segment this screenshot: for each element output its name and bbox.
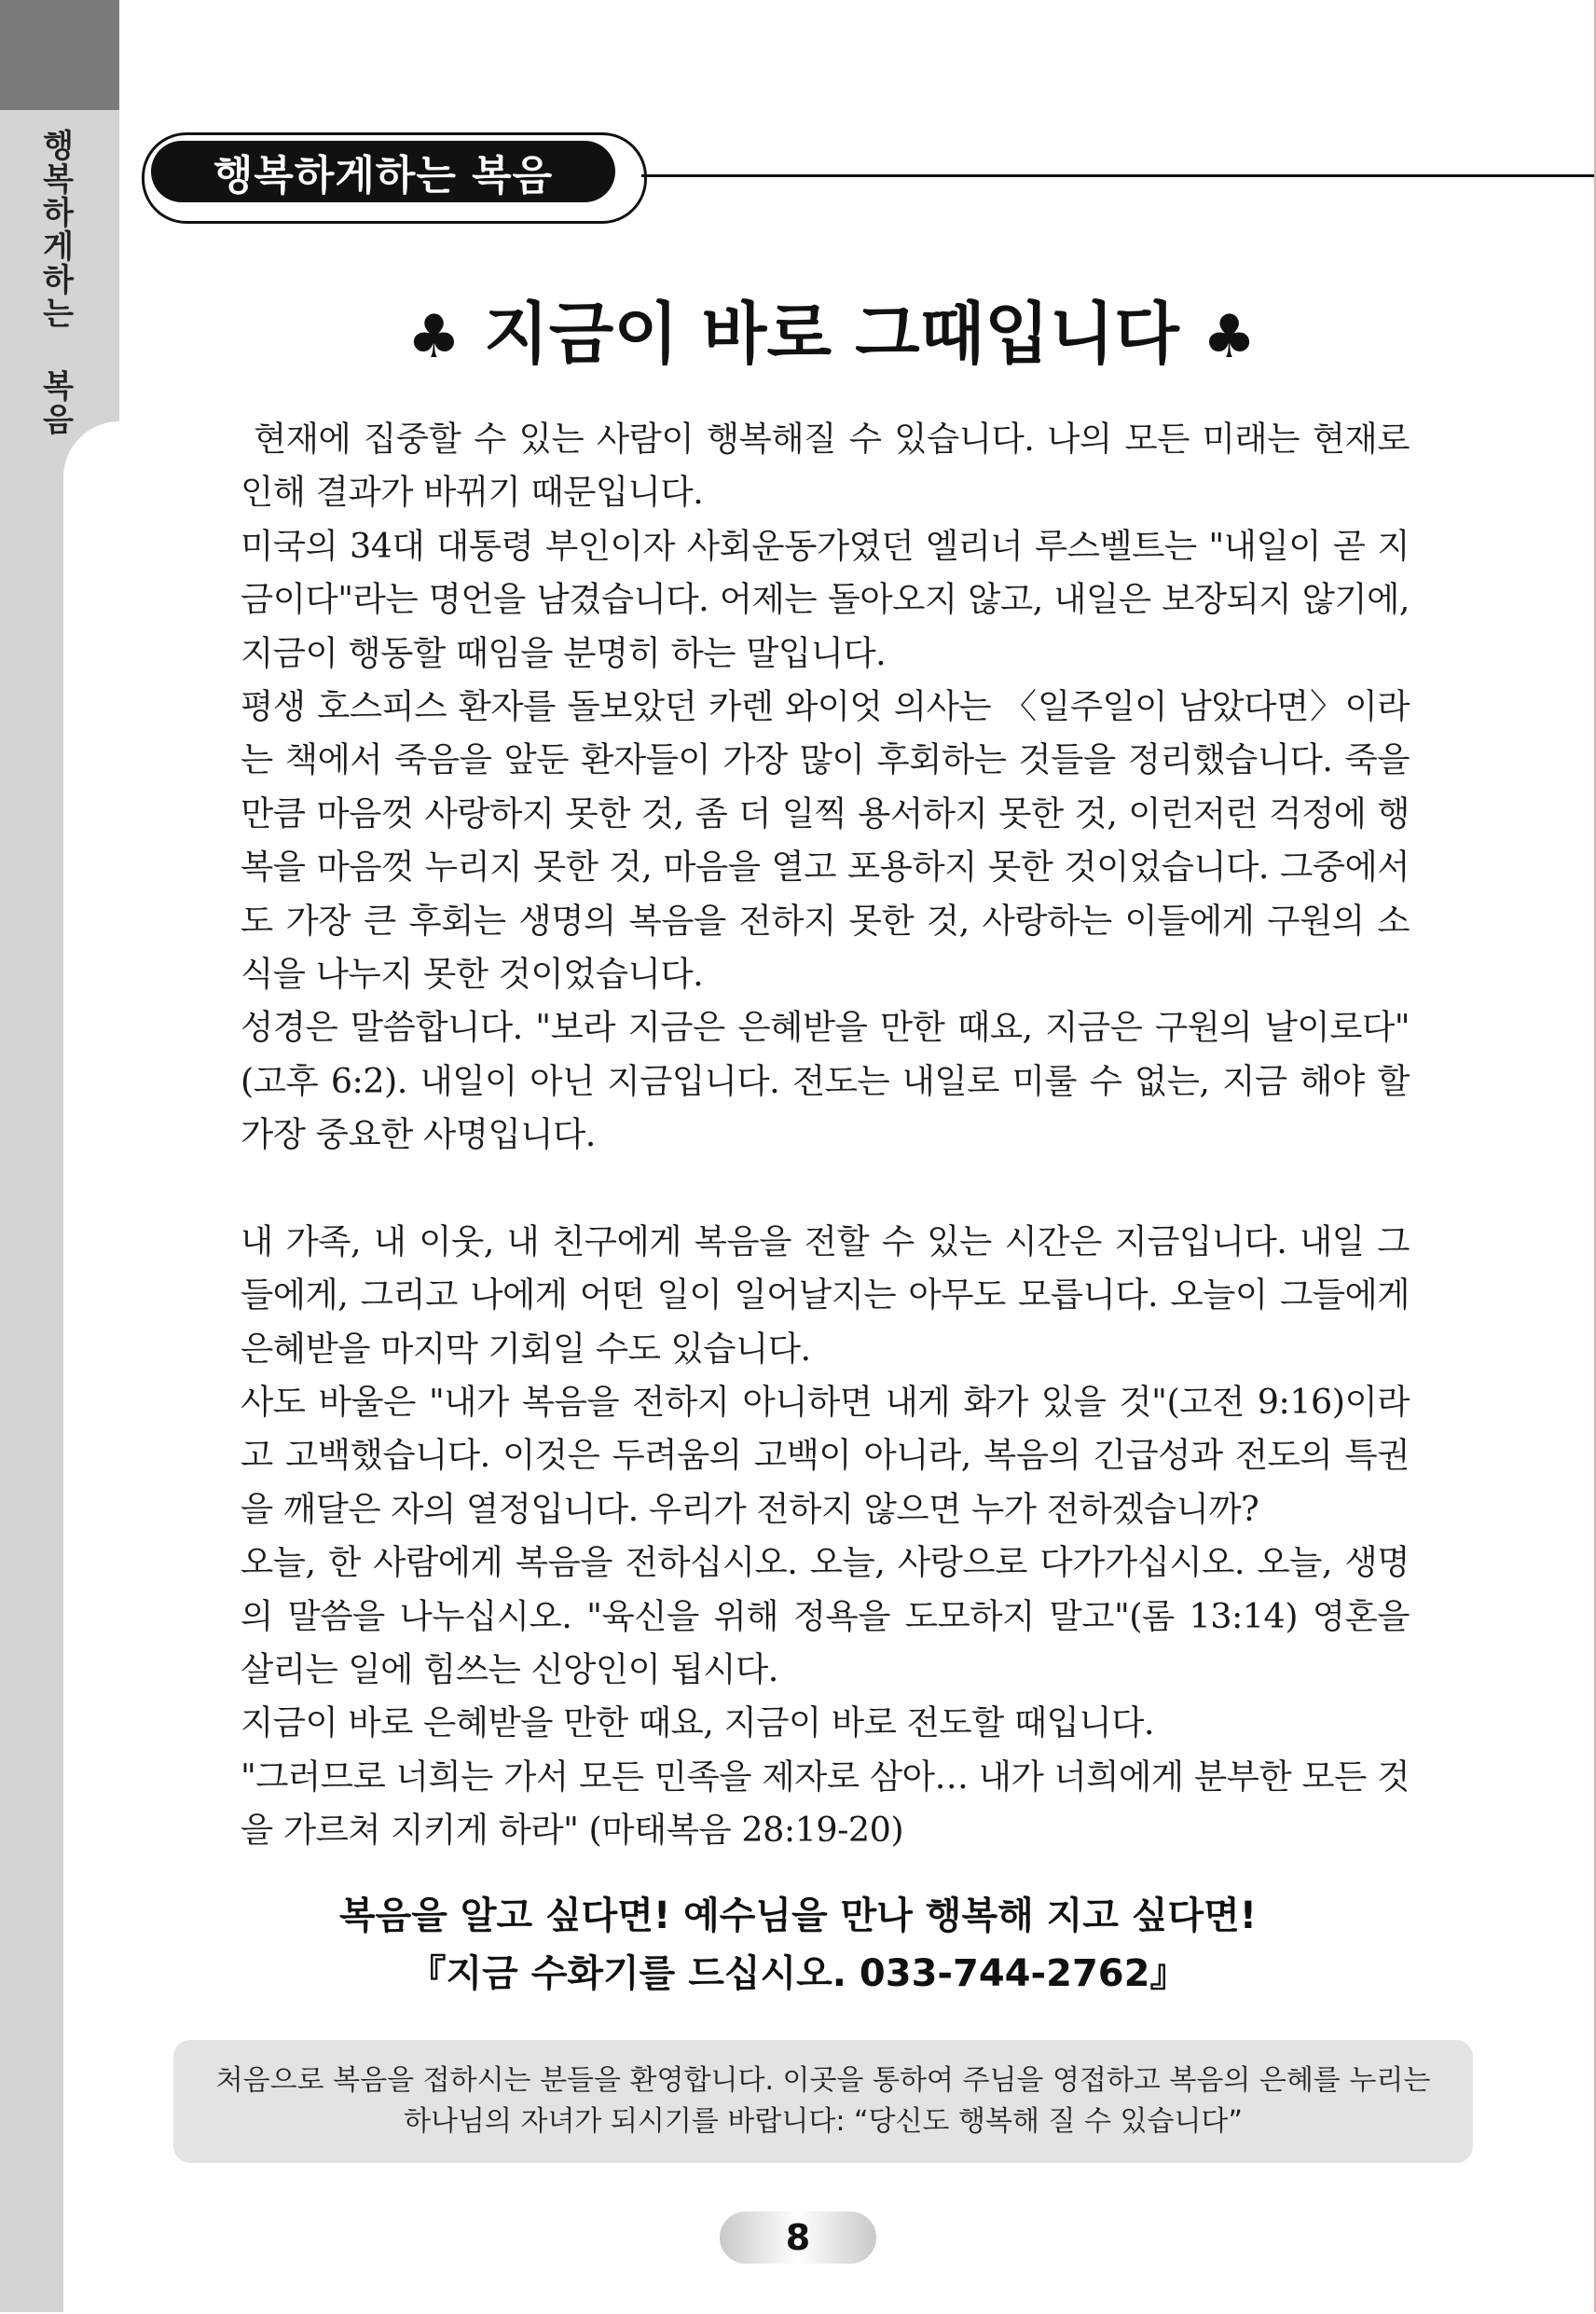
paragraph-4: 성경은 말씀합니다. "보라 지금은 은혜받을 만한 때요, 지금은 구원의 날이로다" (고후 6:2). 내일이 아닌 지금입니다. 전도는 내일로 미룰 수 없는, 지금 해야 할 가장 중요한 사명입니다. xyxy=(241,1007,1410,1155)
welcome-line-2: 하나님의 자녀가 되시기를 바랍니다: “당신도 행복해 질 수 있습니다” xyxy=(404,2105,1243,2138)
paragraph-8: 지금이 바로 은혜받을 만한 때요, 지금이 바로 전도할 때입니다. xyxy=(241,1702,1154,1743)
paragraph-6: 사도 바울은 "내가 복음을 전하지 아니하면 내게 화가 있을 것"(고전 9:16)이라고 고백했습니다. 이것은 두려움의 고백이 아니라, 복음의 긴급성과 전도의 특권을 깨달은 자의 열정입니다. 우리가 전하지 않으면 누가 전하겠습니까? xyxy=(241,1381,1410,1529)
paragraph-1: 현재에 집중할 수 있는 사람이 행복해질 수 있습니다. 나의 모든 미래는 현재로 인해 결과가 바뀌기 때문입니다. xyxy=(241,419,1410,513)
paragraph-2: 미국의 34대 대통령 부인이자 사회운동가였던 엘리너 루스벨트는 "내일이 곧 지금이다"라는 명언을 남겼습니다. 어제는 돌아오지 않고, 내일은 보장되지 않기에, 지금이 행동할 때임을 분명히 하는 말입니다. xyxy=(241,525,1410,673)
paragraph-5: 내 가족, 내 이웃, 내 친구에게 복음을 전할 수 있는 시간은 지금입니다. 내일 그들에게, 그리고 나에게 어떤 일이 일어날지는 아무도 모릅니다. 오늘이 그들에게 은혜받을 마지막 기회일 수도 있습니다. xyxy=(241,1220,1410,1369)
side-tab-top-block xyxy=(0,0,119,110)
cta-phone-line: 『지금 수화기를 드십시오. 033-744-2762』 xyxy=(408,1952,1188,1995)
call-to-action xyxy=(119,1887,1477,2003)
title-text: 지금이 바로 그때입니다 xyxy=(484,295,1179,373)
paragraph-7: 오늘, 한 사람에게 복음을 전하십시오. 오늘, 사랑으로 다가가십시오. 오늘, 생명의 말씀을 나누십시오. "육신을 위해 정욕을 도모하지 말고"(롬 13:14) 영혼을 살리는 일에 힘쓰는 신앙인이 됩시다. xyxy=(241,1542,1410,1689)
club-right-icon: ♣ xyxy=(1202,303,1257,372)
cta-line-1: 복음을 알고 싶다면! 예수님을 만나 행복해 지고 싶다면! xyxy=(338,1894,1258,1937)
welcome-box xyxy=(173,2040,1473,2163)
page-number: 8 xyxy=(720,2211,876,2264)
welcome-line-1: 처음으로 복음을 접하시는 분들을 환영합니다. 이곳을 통하여 주님을 영접하고 복음의 은혜를 누리는 xyxy=(215,2064,1431,2097)
header-rule xyxy=(641,174,1594,177)
paragraph-3: 평생 호스피스 환자를 돌보았던 카렌 와이엇 의사는 〈일주일이 남았다면〉이라는 책에서 죽음을 앞둔 환자들이 가장 많이 후회하는 것들을 정리했습니다. 죽을 만큼 마음껏 사랑하지 못한 것, 좀 더 일찍 용서하지 못한 것, 이런저런 걱정에 행복을 마음껏 누리지 못한 것, 마음을 열고 포용하지 못한 것이었습니다. 그중에서도 가장 큰 후회는 생명의 복음을 전하지 못한 것, 사랑하는 이들에게 구원의 소식을 나누지 못한 것이었습니다. xyxy=(241,686,1410,995)
side-section-label: 행복하게하는 복음 xyxy=(36,129,74,436)
header-pill-label: 행복하게하는 복음 xyxy=(151,141,615,202)
article-title xyxy=(119,280,1544,377)
side-tab-curve xyxy=(63,421,175,2314)
paragraph-9: "그러므로 너희는 가서 모든 민족을 제자로 삼아… 내가 너희에게 분부한 모든 것을 가르쳐 지키게 하라" (마태복음 28:19-20) xyxy=(241,1756,1410,1851)
paragraph-gap xyxy=(241,1162,1410,1215)
club-left-icon: ♣ xyxy=(406,303,461,372)
section-header xyxy=(142,132,1596,222)
article-body xyxy=(241,412,1410,1857)
